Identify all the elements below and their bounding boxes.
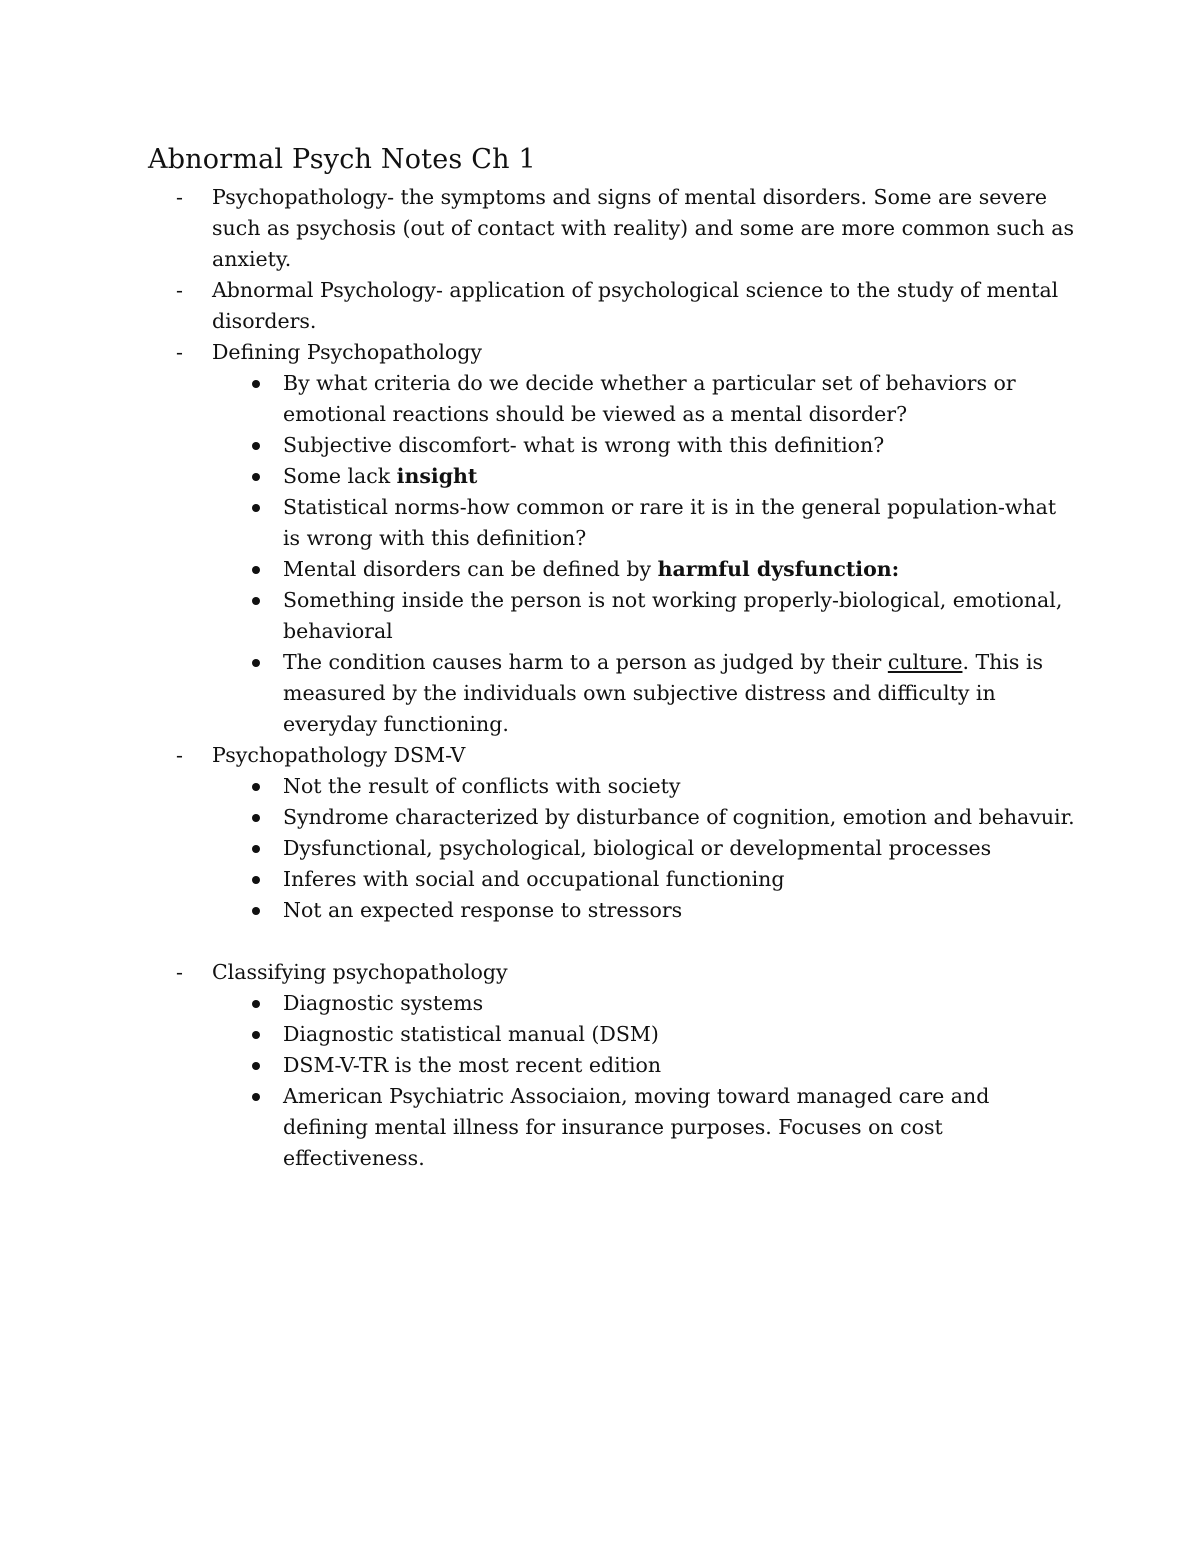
dash-marker: -: [176, 278, 183, 302]
bold-term-insight: insight: [396, 464, 478, 488]
top-level-list: [148, 182, 1078, 1174]
bullet-dot-icon: [252, 1031, 260, 1039]
bullet-item: [148, 1050, 1078, 1081]
bullet-dot-icon: [252, 597, 260, 605]
bullet-text: Not the result of conflicts with society: [283, 774, 681, 798]
list-item-classifying-psychopathology: [148, 957, 1078, 1174]
bullet-item: [148, 647, 1078, 740]
dash-marker: -: [176, 743, 183, 767]
dash-marker: -: [176, 960, 183, 984]
dash-marker: -: [176, 340, 183, 364]
bullet-text: Something inside the person is not working properly-biological, emotional, behavioral: [283, 588, 1063, 643]
bullet-item: [148, 895, 1078, 926]
bullet-item: [148, 771, 1078, 802]
bullet-text: Statistical norms-how common or rare it is in the general population-what is wrong with this definition?: [283, 495, 1057, 550]
bullet-item: [148, 368, 1078, 430]
bullet-item: [148, 430, 1078, 461]
bullet-item: [148, 554, 1078, 585]
bullet-text: Subjective discomfort- what is wrong with this definition?: [283, 433, 885, 457]
bullet-item: [148, 461, 1078, 492]
bullet-text: American Psychiatric Associaion, moving toward managed care and defining mental illness for insurance purposes. Focuses on cost effectiveness.: [283, 1084, 990, 1170]
bullet-item: [148, 864, 1078, 895]
bullet-dot-icon: [252, 659, 260, 667]
bullet-dot-icon: [252, 907, 260, 915]
bullet-item: [148, 1081, 1078, 1174]
document-body: [148, 140, 1078, 1174]
bullet-dot-icon: [252, 814, 260, 822]
bullet-dot-icon: [252, 845, 260, 853]
bullet-dot-icon: [252, 1062, 260, 1070]
sub-list: [212, 368, 1078, 740]
bullet-dot-icon: [252, 380, 260, 388]
list-item-abnormal-psychology: [148, 275, 1078, 337]
bold-term-harmful-dysfunction: harmful dysfunction:: [657, 557, 900, 581]
bullet-text: Mental disorders can be defined by: [283, 557, 658, 581]
underlined-term-culture: culture: [887, 650, 963, 674]
dash-marker: -: [176, 185, 183, 209]
bullet-dot-icon: [252, 566, 260, 574]
list-item-text: Classifying psychopathology: [212, 960, 508, 984]
bullet-dot-icon: [252, 783, 260, 791]
bullet-item: [148, 492, 1078, 554]
bullet-text: By what criteria do we decide whether a particular set of behaviors or emotional reactions should be viewed as a mental disorder?: [283, 371, 1016, 426]
list-item-psychopathology: [148, 182, 1078, 275]
bullet-item: [148, 988, 1078, 1019]
document-title: Abnormal Psych Notes Ch 1: [148, 144, 536, 175]
blank-line: [212, 926, 1078, 957]
bullet-text: Dysfunctional, psychological, biological or developmental processes: [283, 836, 992, 860]
bullet-item: [148, 833, 1078, 864]
list-item-text: Psychopathology- the symptoms and signs of mental disorders. Some are severe such as psychosis (out of contact with reality) and some are more common such as anxiety.: [212, 185, 1075, 271]
bullet-item: [148, 1019, 1078, 1050]
bullet-text: Diagnostic statistical manual (DSM): [283, 1022, 659, 1046]
bullet-text: Syndrome characterized by disturbance of cognition, emotion and behavuir.: [283, 805, 1075, 829]
bullet-dot-icon: [252, 876, 260, 884]
bullet-text: Some lack: [283, 464, 397, 488]
bullet-text-continued: . This is measured by the individuals own subjective distress and difficulty in everyday functioning.: [283, 650, 1044, 736]
bullet-dot-icon: [252, 1093, 260, 1101]
bullet-text: The condition causes harm to a person as judged by their: [283, 650, 888, 674]
bullet-text: Diagnostic systems: [283, 991, 484, 1015]
bullet-dot-icon: [252, 504, 260, 512]
sub-list: [212, 771, 1078, 926]
bullet-item: [148, 585, 1078, 647]
bullet-text: DSM-V-TR is the most recent edition: [283, 1053, 662, 1077]
bullet-dot-icon: [252, 1000, 260, 1008]
bullet-dot-icon: [252, 442, 260, 450]
list-item-text: Defining Psychopathology: [212, 340, 482, 364]
bullet-text: Inferes with social and occupational functioning: [283, 867, 785, 891]
list-item-text: Psychopathology DSM-V: [212, 743, 466, 767]
list-item-psychopathology-dsm-v: [148, 740, 1078, 957]
list-item-text: Abnormal Psychology- application of psychological science to the study of mental disorders.: [212, 278, 1059, 333]
sub-list: [212, 988, 1078, 1174]
bullet-text: Not an expected response to stressors: [283, 898, 683, 922]
bullet-dot-icon: [252, 473, 260, 481]
list-item-defining-psychopathology: [148, 337, 1078, 740]
bullet-item: [148, 802, 1078, 833]
